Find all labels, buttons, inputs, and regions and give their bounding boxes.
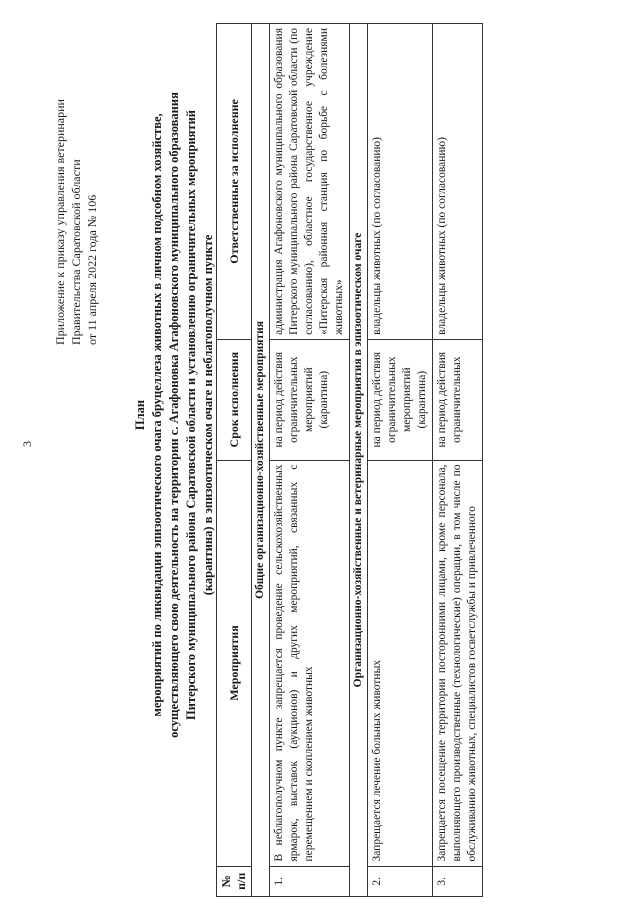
title-line: осуществляющего свою деятельность на территории с. Агафоновка Агафоновского муниципального образования	[167, 92, 181, 738]
header-responsible: Ответственные за исполнение	[217, 24, 252, 340]
title-line: мероприятий по ликвидации эпизоотического очага бруцеллеза животных в личном подсобном хозяйстве,	[150, 113, 164, 717]
title-line: (карантина) в эпизоотическом очаге и неблагополучном пункте	[201, 234, 215, 596]
table-row	[270, 24, 350, 897]
header-measures: Мероприятия	[217, 460, 252, 866]
row-term: на период действия ограничительных	[433, 339, 483, 460]
section-row	[350, 24, 368, 897]
row-num: 1.	[270, 866, 350, 896]
document-title	[132, 0, 217, 835]
page-number: 3	[20, 441, 34, 447]
row-measure: Запрещается посещение территории посторонними лицами, кроме персонала, выполняющего производственные (технологические) операции, в том числе по обслуживанию животных, специалистов госветслужбы и привлеченного	[433, 460, 483, 866]
row-responsible: владельцы животных (по согласованию)	[368, 24, 433, 340]
table-header-row	[217, 24, 252, 897]
title-line: Питерского муниципального района Саратовской области и установлению ограничительных мероприятий	[184, 110, 198, 720]
header-num: № п/п	[217, 866, 252, 896]
row-responsible: владельцы животных (по согласованию)	[433, 24, 483, 340]
table-row	[433, 24, 483, 897]
row-term: на период действия ограничительных мероприятий (карантина)	[270, 339, 350, 460]
section-title: Общие организационно-хозяйственные мероприятия	[252, 24, 270, 897]
row-measure: Запрещается лечение больных животных	[368, 460, 433, 866]
appendix-line: Приложение к приказу управления ветеринарии	[53, 99, 67, 345]
appendix-line: от 11 апреля 2022 года № 106	[85, 194, 99, 345]
row-responsible: администрация Агафоновского муниципального образования Питерского муниципального района Саратовской области (по согласованию), областное государственное учреждение «Питерская районная станция по борьбе с болезнями животных»	[270, 24, 350, 340]
header-term: Срок исполнения	[217, 339, 252, 460]
appendix-note	[52, 99, 100, 345]
row-num: 3.	[433, 866, 483, 896]
row-term: на период действия ограничительных мероприятий (карантина)	[368, 339, 433, 460]
row-num: 2.	[368, 866, 433, 896]
section-title: Организационно-хозяйственные и ветеринарные мероприятия в эпизоотическом очаге	[350, 24, 368, 897]
appendix-line: Правительства Саратовской области	[69, 159, 83, 345]
table-row	[368, 24, 433, 897]
section-row	[252, 24, 270, 897]
measures-table	[216, 23, 483, 897]
row-measure: В неблагополучном пункте запрещается проведение сельскохозяйственных ярмарок, выставок (аукционов) и других мероприятий, связанных с перемещением и скоплением животных	[270, 460, 350, 866]
title-line: План	[133, 399, 147, 431]
